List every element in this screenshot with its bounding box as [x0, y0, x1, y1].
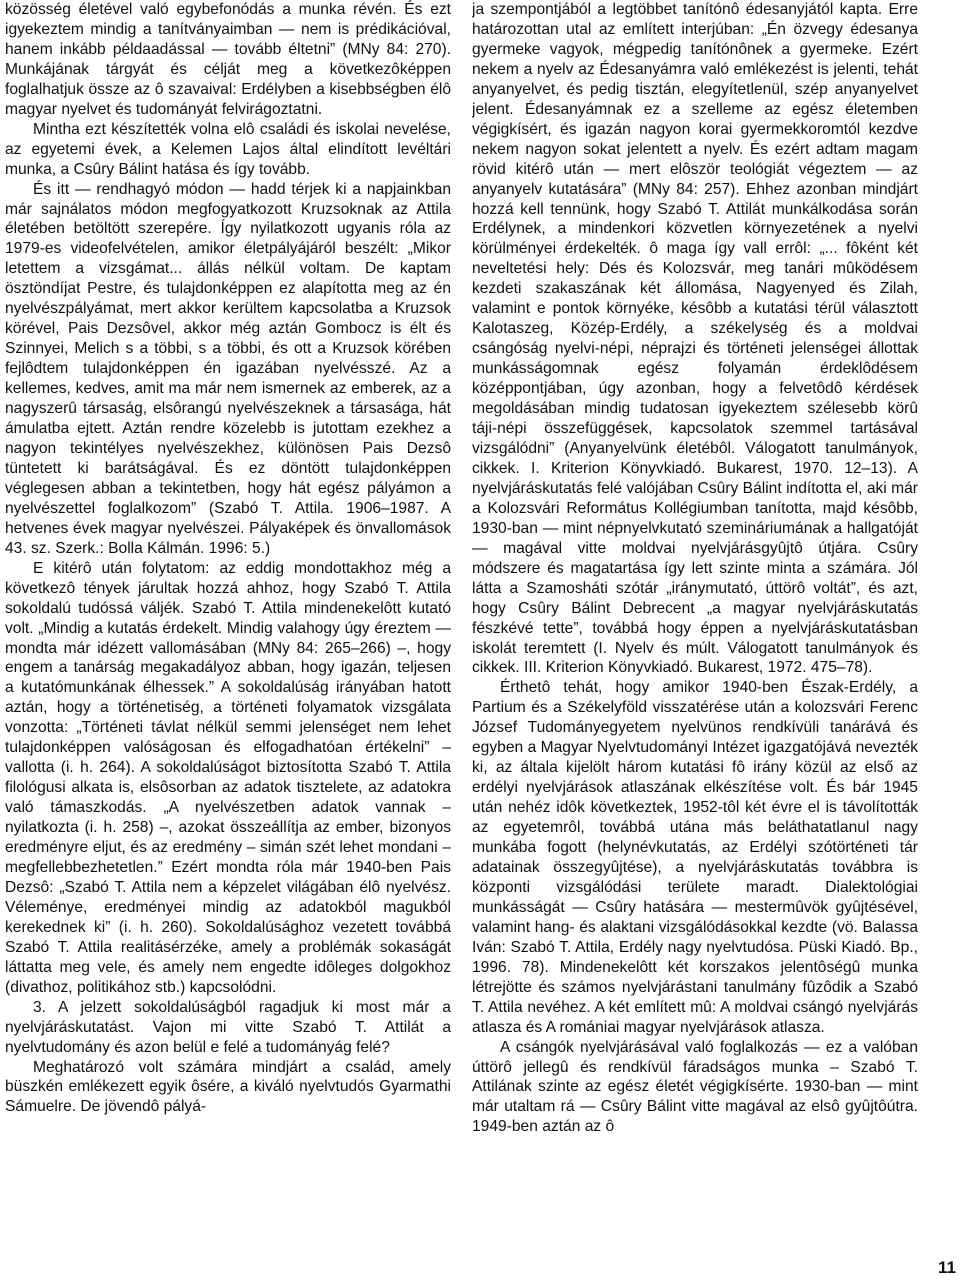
paragraph: 3. A jelzett sokoldalúságból ragadjuk ki most már a nyelvjáráskutatást. Vajon mi vitte Szabó T. Attilát a nyelvtudomány és azon belül e felé a tudományág felé?	[5, 998, 451, 1056]
paragraph: Meghatározó volt számára mindjárt a család, amely büszkén emlékezett egyik ôsére, a kiváló nyelvtudós Gyarmathi Sámuelre. De jövendô pályá-	[5, 1058, 451, 1116]
left-column	[5, 0, 451, 1287]
paragraph: Érthetô tehát, hogy amikor 1940-ben Észak-Erdély, a Partium és a Székelyföld visszatérése után a kolozsvári Ferenc József Tudományegyetem nyelvünos rendkívüli tanárává és egyben a Magyar Nyelvtudományi Intézet igazgatójává nevezték ki, az általa kijelölt három kutatási fô irány közül az első az erdélyi nyelvjárások atlaszának elkészítése volt. És bár 1945 után nehéz idôk következtek, 1952-tôl két évre el is távolították az egyetemrôl, továbbá utána más beláthatatlanul nagy munkába fogott (helynévkutatás, az Erdélyi szótörténeti tár adatainak összegyûjtése), a nyelvjáráskutatás továbbra is központi vizsgálódási területe maradt. Dialektológiai munkásságát — Csûry hatására — mestermûvök gyûjtésével, valamint hang- és alaktani vizsgálódásokkal kezdte (vö. Balassa Iván: Szabó T. Attila, Erdély nagy nyelvtudósa. Püski Kiadó. Bp., 1996. 78). Mindenekelôtt két korszakos jelentôségû munka létrejötte és számos nyelvjárástani tanulmány fûzôdik a Szabó T. Attila nevéhez. A két említett mû: A moldvai csángó nyelvjárás atlasza és A romániai magyar nyelvjárások atlasza.	[472, 679, 918, 1036]
paragraph: ja szempontjából a legtöbbet tanítónô édesanyjától kapta. Erre határozottan utal az említett interjúban: „Én özvegy édesanya gyermeke vagyok, mégpedig tanítónônek a gyermeke. Ezért nekem a nyelv az Édesanyámra való emlékezést is jelenti, tehát anyanyelvet, és pedig tisztán, elegyítetlenül, szép anyanyelvet jelent. Édesanyámnak ez a szelleme az egész életemben végigkísért, és igazán nagyon korai gyermekkoromtól kezdve nekem nagyon sokat jelentett a nyelv. És ezért adtam magam rövid kitérô után — mert elôször teológiát végeztem — az anyanyelv kutatására” (MNy 84: 257). Ehhez azonban mindjárt hozzá kell tennünk, hogy Szabó T. Attilát munkálkodása során Erdélynek, a mindenkori közvetlen környezetének a nyelvi körülményei érdekelték. ô maga így vall errôl: „... fôként két neveltetési hely: Dés és Kolozsvár, meg tanári mûködésem kezdeti szakaszának két állomása, Nagyenyed és Zilah, valamint e pontok környéke, késôbb a kutatási térül választott Kalotaszeg, Közép-Erdély, a székelység és a moldvai csángóság nyelvi-népi, néprajzi és történeti jelenségei állottak munkásságomnak egész folyamán érdeklôdésem középpontjában, úgy azonban, hogy a felvetôdô kérdések megoldásában mindig tudatosan igyekeztem szélesebb körû táji-népi összefüggések, kapcsolatok szemmel tartásával vizsgálódni” (Anyanyelvünk életébôl. Válogatott tanulmányok, cikkek. I. Kriterion Könyvkiadó. Bukarest, 1970. 12–13). A nyelvjáráskutatás felé valójában Csûry Bálint indította el, aki már a Kolozsvári Református Kollégiumban tanította, majd késôbb, 1930-ban — mint népnyelvkutató szemináriumának a hallgatóját — magával vitte moldvai nyelvjárásgyûjtô útjára. Csûry módszere és magatartása így lett szinte minta a számára. Jól látta a Szamosháti szótár „iránymutató, úttörô voltát”, és azt, hogy Csûry Bálint Debrecent „a magyar nyelvjáráskutatás fészkévé tette”, továbbá hogy éppen a nyelvjáráskutatásban iskolát teremtett (I. Nyelv és múlt. Válogatott tanulmányok és cikkek. III. Kriterion Könyvkiadó. Bukarest, 1972. 475–78).	[472, 1, 918, 677]
paragraph: A csángók nyelvjárásával való foglalkozás — ez a valóban úttörô jellegû és rendkívül fáradságos munka – Szabó T. Attilának szinte az egész életét végigkísérte. 1930-ban — mint már utaltam rá — Csûry Bálint vitte magával az elsô gyûjtôútra. 1949-ben aztán az ô	[472, 1038, 918, 1136]
paragraph: közösség életével való egybefonódás a munka révén. És ezt igyekeztem mindig a tanítványaimban — nem is prédikációval, hanem inkább példaadással — tovább éltetni” (MNy 84: 270). Munkájának tárgyát és célját meg a következôképpen foglalhatjuk össze az ô szavaival: Erdélyben a kisebbségben élô magyar nyelvet és tudományát felvirágoztatni.	[5, 1, 451, 118]
paragraph: És itt — rendhagyó módon — hadd térjek ki a napjainkban már sajnálatos módon megfogyatkozott Kruzsoknak az Attila életében betöltött szerepére. Így nyilatkozott ugyanis róla az 1979-es videofelvételen, amikor életpályájáról beszélt: „Mikor letettem a vizsgámat... állás nélkül voltam. De kaptam ösztöndíjat Pestre, és tulajdonképpen ez alapította meg az én nyelvészpályámat, mert akkor kerültem kapcsolatba a Kruzsok körével, Pais Dezsôvel, akkor még aztán Gombocz is élt és Szinnyei, Melich s a többi, s a többi, és ott a Kruzsok körében fejlôdtem tulajdonképpen én igazában nyelvésszé. Az a kellemes, kedves, amit ma már nem ismernek az emberek, az a nagyszerû társaság, elsôrangú nyelvészeknek a társasága, hát ámulatba ejtett. Aztán rendre közelebb is jutottam ezekhez a nagyon tekintélyes nyelvészekhez, különösen Pais Dezsô tüntetett ki barátságával. És ez döntött tulajdonképpen véglegesen abban a tekintetben, hogy hát egész pályámon a nyelvészettel foglalkozom” (Szabó T. Attila. 1906–1987. A hetvenes évek magyar nyelvészei. Pályaképek és önvallomások 43. sz. Szerk.: Bolla Kálmán. 1996: 5.)	[5, 180, 451, 557]
page-number: 11	[938, 1258, 956, 1277]
paragraph: E kitérô után folytatom: az eddig mondottakhoz még a következô tények járultak hozzá ahhoz, hogy Szabó T. Attila sokoldalú tudóssá váljék. Szabó T. Attila mindenekelôtt kutató volt. „Mindig a kutatás érdekelt. Mindig valahogy úgy éreztem — mondta már idézett vallomásában (MNy 84: 265–266) –, hogy engem a tanárság megakadályoz abban, hogy igazán, teljesen a kutatómunkának élhessek.” A sokoldalúság irányában hatott aztán, hogy a történetiség, a történeti folyamatok vizsgálata vonzotta: „Történeti távlat nélkül semmi jelenséget nem lehet tulajdonképpen valóságosan és elfogadhatóan értékelni” – vallotta (i. h. 264). A sokoldalúságot biztosította Szabó T. Attila filológusi alkata is, elsôsorban az adatok tisztelete, az adatokra való támaszkodás. „A nyelvészetben adatok vannak – nyilatkozta (i. h. 258) –, azokat összeállítja az ember, bizonyos eredményre eljut, és az eredmény – simán szét lehet mondani – megfellebbezhetetlen.” Ezért mondta róla már 1940-ben Pais Dezsô: „Szabó T. Attila nem a képzelet világában élô nyelvész. Véleménye, eredményei mindig az adatokból magukból kerekednek ki” (i. h. 260). Sokoldalúsághoz vezetett továbbá Szabó T. Attila realitásérzéke, amely a problémák sokaságát láttatta meg vele, és amely nem engedte idôleges dolgokhoz (divathoz, politikához stb.) kapcsolódni.	[5, 559, 451, 996]
right-column	[472, 0, 918, 1287]
paragraph: Mintha ezt készítették volna elô családi és iskolai nevelése, az egyetemi évek, a Kelemen Lajos által elindított levéltári munka, a Csûry Bálint hatása és így tovább.	[5, 120, 451, 178]
